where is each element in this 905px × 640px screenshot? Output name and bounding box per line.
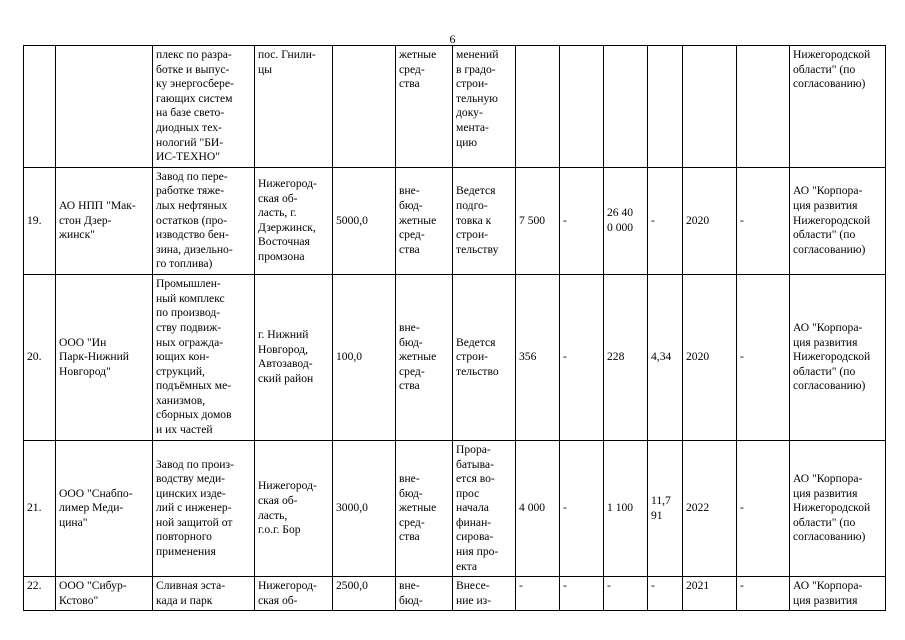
completion-year: 2020 [683, 274, 737, 440]
completion-year: 2021 [683, 577, 737, 611]
project-description: Завод по пере- работке тяже- лых нефтяных остатков (про- изводство бен- зина, дизельно- го топлива) [153, 167, 255, 274]
project-status: менений в градо- строи- тельную доку- мента- цию [453, 46, 516, 168]
row-number: 22. [24, 577, 56, 611]
company-name: АО НПП "Мак- стон Дзер- жинск" [56, 167, 153, 274]
funding-source: вне- бюд- [396, 577, 453, 611]
project-area [333, 46, 396, 168]
project-location: Нижегород- ская об- ласть, г. Дзержинск, Восточная промзона [255, 167, 333, 274]
value-col-2: - [560, 167, 604, 274]
value-col-6: - [737, 274, 790, 440]
project-location: г. Нижний Новгород, Автозавод- ский район [255, 274, 333, 440]
project-status: Ведется строи- тельство [453, 274, 516, 440]
page-number: 6 [449, 32, 456, 46]
project-location: пос. Гнили- цы [255, 46, 333, 168]
table-row [24, 440, 886, 576]
project-location: Нижегород- ская об- ласть, г.о.г. Бор [255, 440, 333, 576]
project-area: 5000,0 [333, 167, 396, 274]
project-location: Нижегород- ская об- [255, 577, 333, 611]
row-number [24, 46, 56, 168]
company-name [56, 46, 153, 168]
funding-source: вне- бюд- жетные сред- ства [396, 167, 453, 274]
table-row [24, 167, 886, 274]
value-col-6 [737, 46, 790, 168]
project-description: плекс по разра- ботке и выпус- ку энергосбере- гающих систем на базе свето- диодных тех- нологий "БИ- ИС-ТЕХНО" [153, 46, 255, 168]
row-number: 21. [24, 440, 56, 576]
value-col-1 [516, 46, 560, 168]
value-col-6: - [737, 167, 790, 274]
value-col-3 [604, 46, 648, 168]
projects-table [23, 45, 886, 611]
value-col-2: - [560, 274, 604, 440]
value-col-4 [648, 46, 683, 168]
project-area: 100,0 [333, 274, 396, 440]
project-status: Внесе- ние из- [453, 577, 516, 611]
value-col-2: - [560, 577, 604, 611]
responsible-party: АО "Корпора- ция развития [790, 577, 886, 611]
completion-year: 2022 [683, 440, 737, 576]
value-col-1: 356 [516, 274, 560, 440]
responsible-party: АО "Корпора- ция развития Нижегородской области" (по согласованию) [790, 167, 886, 274]
value-col-3: 26 40 0 000 [604, 167, 648, 274]
row-number: 19. [24, 167, 56, 274]
company-name: ООО "Сибур- Кстово" [56, 577, 153, 611]
value-col-1: 4 000 [516, 440, 560, 576]
value-col-3: 1 100 [604, 440, 648, 576]
completion-year [683, 46, 737, 168]
funding-source: вне- бюд- жетные сред- ства [396, 440, 453, 576]
funding-source: вне- бюд- жетные сред- ства [396, 274, 453, 440]
value-col-4: 11,7 91 [648, 440, 683, 576]
responsible-party: АО "Корпора- ция развития Нижегородской области" (по согласованию) [790, 274, 886, 440]
value-col-3: 228 [604, 274, 648, 440]
responsible-party: Нижегородской области" (по согласованию) [790, 46, 886, 168]
completion-year: 2020 [683, 167, 737, 274]
value-col-6: - [737, 577, 790, 611]
project-description: Сливная эста- када и парк [153, 577, 255, 611]
value-col-1: 7 500 [516, 167, 560, 274]
value-col-4: 4,34 [648, 274, 683, 440]
project-status: Ведется подго- товка к строи- тельству [453, 167, 516, 274]
row-number: 20. [24, 274, 56, 440]
value-col-1: - [516, 577, 560, 611]
project-description: Завод по произ- водству меди- цинских изде- лий с инженер- ной защитой от повторного применения [153, 440, 255, 576]
table-row [24, 274, 886, 440]
project-area: 3000,0 [333, 440, 396, 576]
table-row [24, 46, 886, 168]
value-col-3: - [604, 577, 648, 611]
company-name: ООО "Снабпо- лимер Меди- цина" [56, 440, 153, 576]
value-col-4: - [648, 577, 683, 611]
project-status: Прора- батыва- ется во- прос начала финан- сирова- ния про- екта [453, 440, 516, 576]
value-col-2 [560, 46, 604, 168]
project-description: Промышлен- ный комплекс по производ- ству подвиж- ных огражда- ющих кон- струкций, подъёмных ме- ханизмов, сборных домов и их частей [153, 274, 255, 440]
value-col-2: - [560, 440, 604, 576]
company-name: ООО "Ин Парк-Нижний Новгород" [56, 274, 153, 440]
project-area: 2500,0 [333, 577, 396, 611]
table-row [24, 577, 886, 611]
value-col-6: - [737, 440, 790, 576]
funding-source: жетные сред- ства [396, 46, 453, 168]
value-col-4: - [648, 167, 683, 274]
responsible-party: АО "Корпора- ция развития Нижегородской области" (по согласованию) [790, 440, 886, 576]
